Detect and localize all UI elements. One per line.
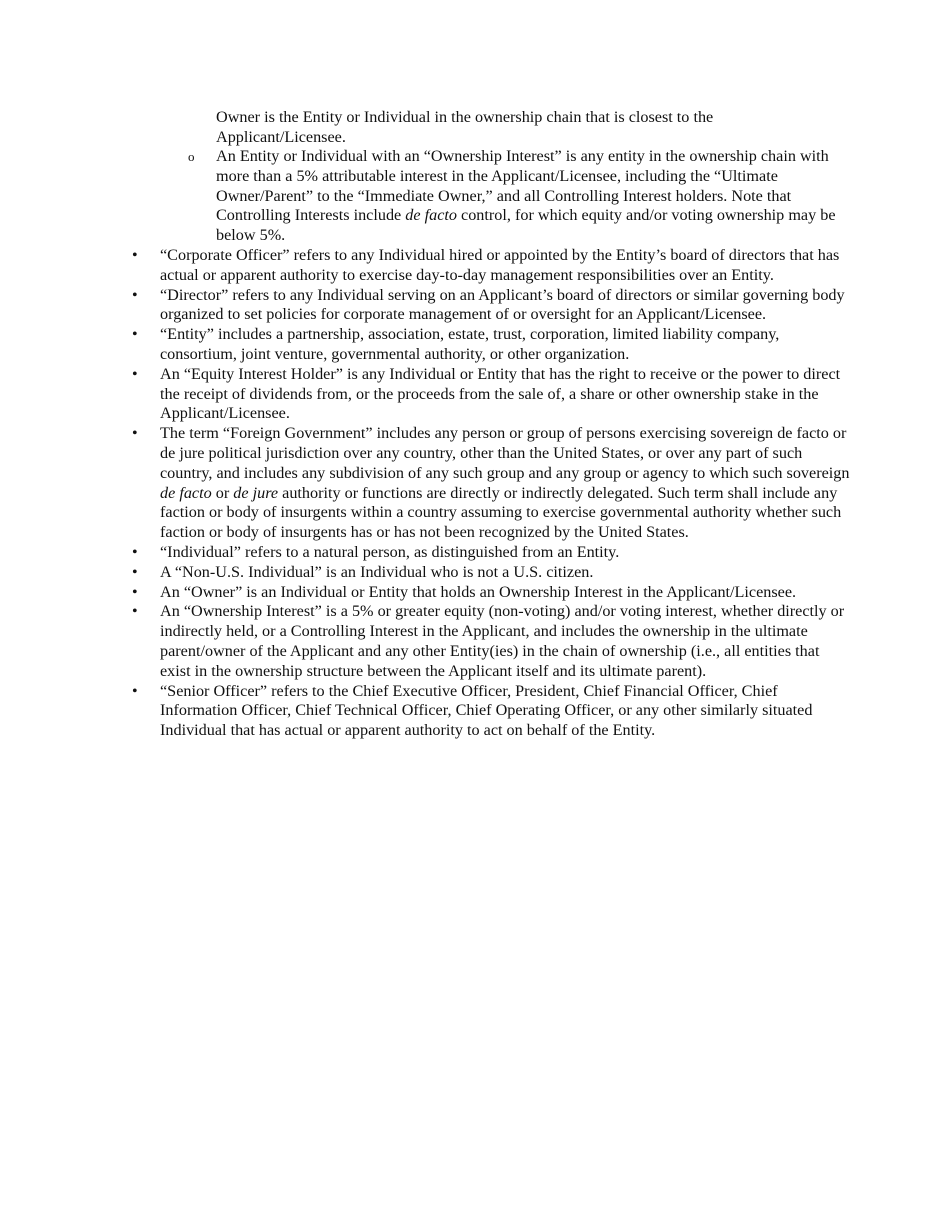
- definition-italic-de-jure: de jure: [233, 483, 279, 502]
- definition-text: An “Equity Interest Holder” is any Individual or Entity that has the right to receive or the power to direct the receipt of dividends from, or the proceeds from the sale of, a share or other ownership stake in the Applicant/Licensee.: [160, 364, 841, 423]
- definition-text: A “Non-U.S. Individual” is an Individual who is not a U.S. citizen.: [160, 562, 594, 581]
- definition-foreign-government: [132, 424, 850, 543]
- bullet-marker: •: [132, 603, 138, 621]
- bullet-marker: •: [132, 425, 138, 443]
- definition-non-us-individual: [132, 562, 850, 583]
- definition-text: An “Ownership Interest” is a 5% or greater equity (non-voting) and/or voting interest, whether directly or indirectly held, or a Controlling Interest in the Applicant, and includes the ownership in the ultimate parent/owner of the Applicant and any other Entity(ies) in the chain of ownership (i.e., all entities that exist in the ownership structure between the Applicant itself and its ultimate parent).: [160, 602, 845, 680]
- sub-bullet-ownership-interest: [188, 147, 848, 246]
- bullet-marker: •: [132, 286, 138, 304]
- definition-text-part3: authority or functions are directly or indirectly delegated. Such term shall include any faction or body of insurgents within a country assuming to exercise governmental authority whether such faction or body of insurgents has or has not been recognized by the United States.: [160, 483, 842, 542]
- definitions-list: [132, 246, 850, 741]
- definition-text-part1: The term “Foreign Government” includes any person or group of persons exercising sovereign de facto or de jure political jurisdiction over any country, other than the United States, or over any part of such country, and includes any subdivision of any such group and any group or agency to which such sovereign: [160, 424, 850, 482]
- definition-text: “Entity” includes a partnership, association, estate, trust, corporation, limited liability company, consortium, joint venture, governmental authority, or other organization.: [160, 325, 780, 363]
- definition-entity: [132, 325, 850, 365]
- bullet-marker: •: [132, 326, 138, 344]
- definition-text: An “Owner” is an Individual or Entity that holds an Ownership Interest in the Applicant/Licensee.: [160, 582, 797, 601]
- definition-owner: [132, 582, 850, 603]
- definition-text: “Senior Officer” refers to the Chief Executive Officer, President, Chief Financial Officer, Chief Information Officer, Chief Technical Officer, Chief Operating Officer, or any other similarly situated Individual that has actual or apparent authority to act on behalf of the Entity.: [160, 681, 813, 740]
- sub-bullet-italic: de facto: [405, 206, 457, 225]
- bullet-marker: •: [132, 682, 138, 700]
- definition-text: “Corporate Officer” refers to any Individual hired or appointed by the Entity’s board of directors that has actual or apparent authority to exercise day-to-day management responsibilities over an Entity.: [160, 246, 840, 284]
- definition-ownership-interest: [132, 602, 850, 681]
- definition-director: [132, 285, 850, 326]
- sub-bullet-text-part1: An Entity or Individual with an “Ownership Interest” is any entity in the ownership chain with more than a 5% attributable interest in the Applicant/Licensee, including the “Ultimate Owner/Parent” to the “Immediate Owner,” and all Controlling Interest holders. Note that Controlling Interests include: [216, 147, 829, 225]
- definition-senior-officer: [132, 681, 850, 741]
- definition-text-part2: or: [211, 483, 234, 502]
- sub-bullet-marker: o: [188, 149, 195, 164]
- definition-text: “Individual” refers to a natural person, as distinguished from an Entity.: [160, 542, 620, 561]
- bullet-marker: •: [132, 365, 138, 383]
- definition-italic-de-facto: de facto: [160, 483, 212, 502]
- sub-bullet-text: [216, 147, 848, 246]
- definition-individual: [132, 542, 850, 563]
- bullet-marker: •: [132, 247, 138, 264]
- definition-text: “Director” refers to any Individual serving on an Applicant’s board of directors or similar governing body organized to set policies for corporate management of or oversight for an Applicant/Licensee.: [160, 285, 845, 324]
- definition-equity-interest-holder: [132, 364, 850, 424]
- sub-bullet-text-part2: control, for which equity and/or voting ownership may be below 5%.: [216, 206, 836, 245]
- definition-corporate-officer: [132, 246, 850, 286]
- continuation-paragraph: Owner is the Entity or Individual in the ownership chain that is closest to the Applicant/Licensee.: [216, 108, 714, 146]
- bullet-marker: •: [132, 583, 138, 601]
- bullet-marker: •: [132, 563, 138, 581]
- bullet-marker: •: [132, 543, 138, 561]
